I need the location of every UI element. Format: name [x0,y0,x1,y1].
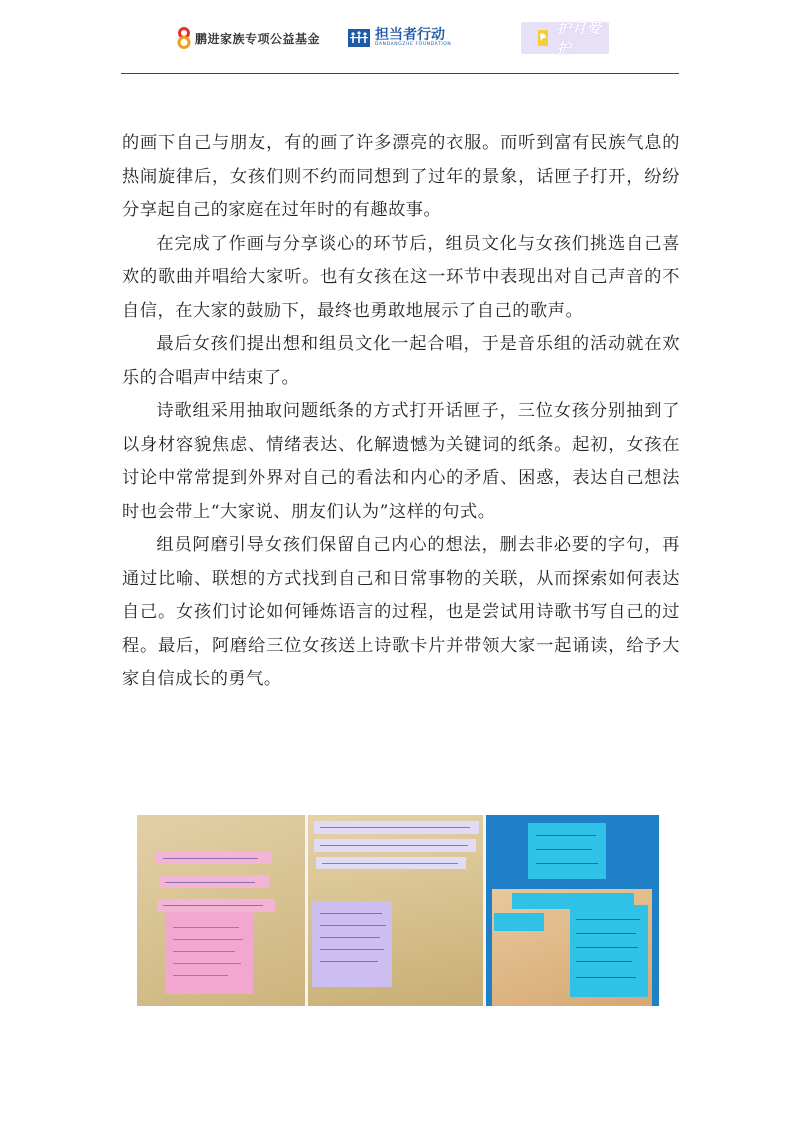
paragraph-2: 在完成了作画与分享谈心的环节后，组员文化与女孩们挑选自己喜欢的歌曲并唱给大家听。也有女孩在这一环节中表现出对自己声音的不自信，在大家的鼓励下，最终也勇敢地展示了自己的歌声。 [122,233,680,321]
logo2-text: 担当者行动 [375,27,445,43]
figure-eight-logo-icon [176,27,192,49]
people-logo-icon [348,29,370,47]
moon-logo-icon [535,28,551,48]
paragraph-5: 组员阿磨引导女孩们保留自己内心的想法，删去非必要的字句，再通过比喻、联想的方式找到自己和日常事物的关联，从而探索如何表达自己。女孩们讨论如何锤炼语言的过程，也是尝试用诗歌书写自己的过程。最后，阿磨给三位女孩送上诗歌卡片并带领大家一起诵读，给予大家自信成长的勇气。 [122,535,680,689]
paragraph-4: 诗歌组采用抽取问题纸条的方式打开话匣子，三位女孩分别抽到了以身材容貌焦虑、情绪表达、化解遗憾为关键词的纸条。起初，女孩在讨论中常常提到外界对自己的看法和内心的矛盾、困惑，表达自己想法时也会带上“大家说、朋友们认为”这样的句式。 [122,401,680,522]
paragraph-3: 最后女孩们提出想和组员文化一起合唱，于是音乐组的活动就在欢乐的合唱声中结束了。 [122,334,680,388]
photo-panel-pink-cards [137,815,305,1006]
header-divider [121,73,679,74]
paragraph-1: 的画下自己与朋友，有的画了许多漂亮的衣服。而听到富有民族气息的热闹旋律后，女孩们则不约而同想到了过年的景象，话匣子打开，纷纷分享起自己的家庭在过年时的有趣故事。 [122,133,680,220]
article-body [122,127,680,697]
logo3-text: 护月爱护 [557,21,602,57]
logo2-subtext: DANDANGZHE FOUNDATION [375,42,452,47]
huyue-aihu-logo [521,21,609,57]
pengjin-foundation-logo [176,27,320,49]
logo1-text: 鹏进家族专项公益基金 [195,31,321,46]
dandangzhe-foundation-logo [348,28,451,48]
photo-panel-lavender-cards [308,815,483,1006]
page-header [0,0,800,74]
photo-panel-cyan-cards [486,815,659,1006]
poetry-cards-photo [137,815,659,1006]
